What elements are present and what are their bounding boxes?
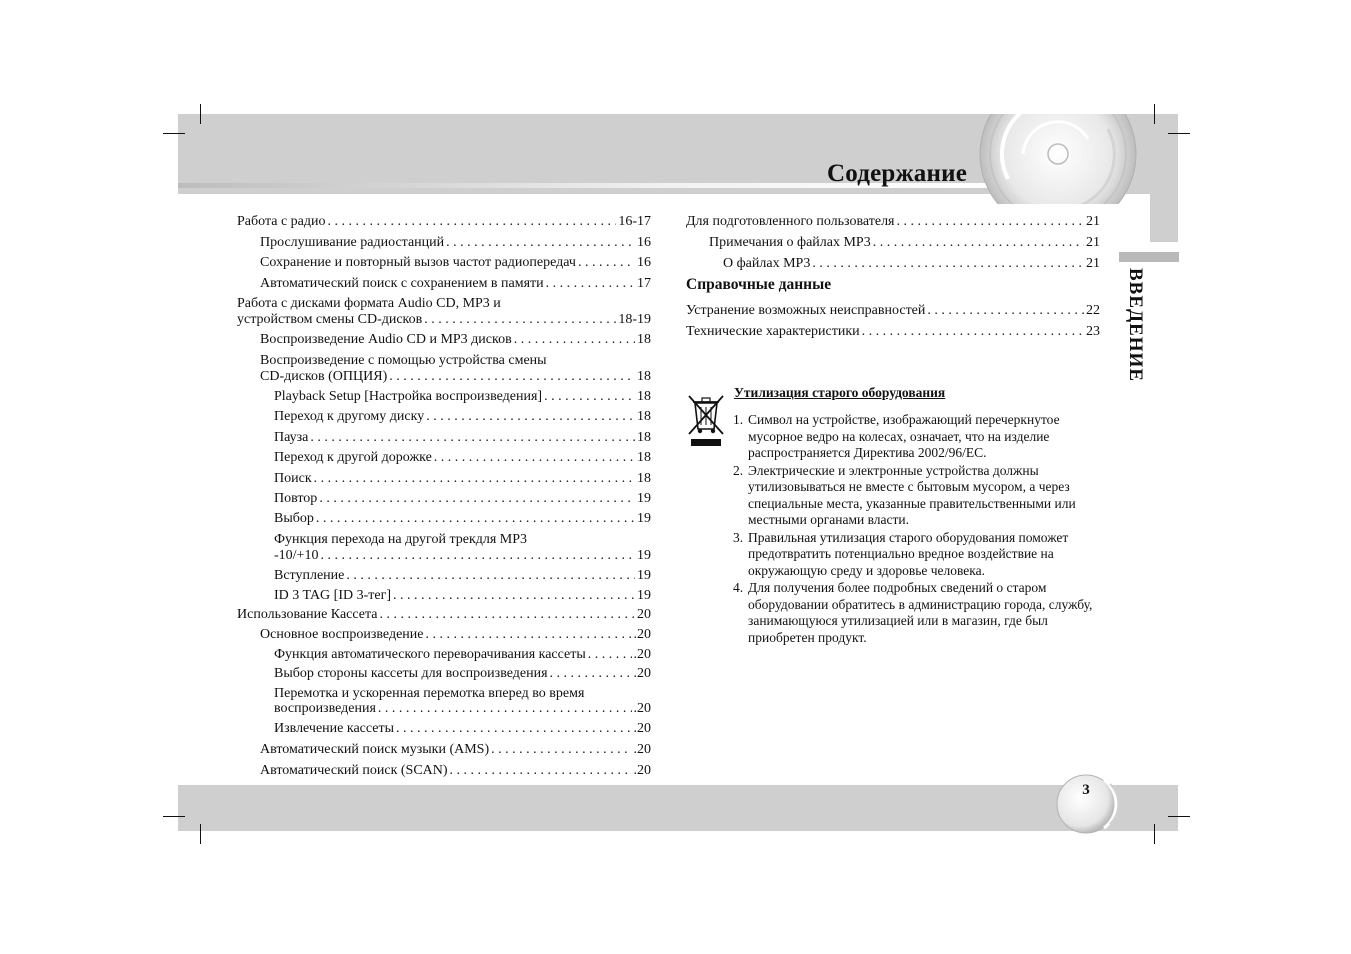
toc-entry-page: 18 xyxy=(637,332,651,347)
list-item: 3. Правильная утилизация старого оборудования поможет предотвратить потенциально вредное воздействие на окружающую среду и здоровье человека. xyxy=(733,529,1069,578)
toc-entry-title: Автоматический поиск с сохранением в памяти xyxy=(260,276,544,291)
toc-entry-title: ID 3 TAG [ID 3-тег] xyxy=(274,588,392,603)
toc-entry-page: 19 xyxy=(637,588,651,603)
toc-entry-title: Переход к другой дорожке xyxy=(274,450,432,465)
toc-entry-page: 19 xyxy=(637,511,651,526)
toc-entry-page: 21 xyxy=(1086,214,1100,229)
toc-entry-page: 16-17 xyxy=(618,214,651,229)
toc-entry[interactable] xyxy=(274,389,651,405)
toc-entry[interactable] xyxy=(237,312,651,328)
page-number: 3 xyxy=(1082,782,1090,798)
toc-entry[interactable] xyxy=(237,214,651,230)
disc-decoration-icon xyxy=(978,84,1138,204)
toc-entry[interactable] xyxy=(274,701,651,717)
toc-entry-title-line: Воспроизведение с помощью устройства смены xyxy=(260,353,547,368)
toc-entry-title: Автоматический поиск (SCAN) xyxy=(260,763,448,778)
toc-entry-title: Повтор xyxy=(274,491,318,506)
toc-entry-title: Вступление xyxy=(274,568,345,583)
toc-entry-title: О файлах MP3 xyxy=(723,256,811,271)
toc-entry-title: устройством смены CD-дисков xyxy=(237,312,423,327)
crop-mark xyxy=(1154,824,1155,844)
toc-entry-page: 21 xyxy=(1086,235,1100,250)
toc-entry-page: 17 xyxy=(637,276,651,291)
toc-entry-page: 19 xyxy=(637,491,651,506)
toc-entry-title: Извлечение кассеты xyxy=(274,721,395,736)
disposal-heading: Утилизация старого оборудования xyxy=(734,385,946,400)
toc-entry[interactable] xyxy=(260,627,651,643)
page-title: Содержание xyxy=(826,160,967,187)
toc-entry-page: 21 xyxy=(1086,256,1100,271)
list-item: 1. Символ на устройстве, изображающий перечеркнутое мусорное ведро на колесах, означает, что на изделие распространяется Директива 2002/96/EC. xyxy=(733,412,1060,460)
section-label: ВВЕДЕНИЕ xyxy=(1125,268,1146,382)
toc-entry-title-line: Функция перехода на другой трекдля MP3 xyxy=(274,532,528,547)
toc-entry-page: .20 xyxy=(633,701,651,716)
toc-entry-page: 23 xyxy=(1086,324,1100,339)
toc-entry[interactable] xyxy=(723,256,1100,272)
toc-entry-title: Примечания о файлах MP3 xyxy=(709,235,871,250)
toc-entry[interactable] xyxy=(709,235,1100,251)
toc-entry-title: Поиск xyxy=(274,471,312,486)
toc-entry-title: Выбор стороны кассеты для воспроизведения xyxy=(274,666,548,681)
reference-heading: Справочные данные xyxy=(686,276,832,293)
toc-entry[interactable] xyxy=(260,276,651,292)
crop-mark xyxy=(200,104,201,124)
toc-entry[interactable] xyxy=(260,332,651,348)
crop-mark xyxy=(200,824,201,844)
footer-band xyxy=(178,785,1178,831)
toc-entry-title: Устранение возможных неисправностей xyxy=(686,303,926,318)
toc-entry[interactable] xyxy=(686,303,1100,319)
toc-entry[interactable] xyxy=(260,369,651,385)
toc-entry[interactable] xyxy=(274,568,651,584)
side-band xyxy=(1150,194,1178,242)
disposal-list xyxy=(733,412,1113,647)
toc-entry[interactable] xyxy=(274,430,651,446)
crop-mark xyxy=(1154,104,1155,124)
toc-entry-page: 18 xyxy=(637,409,651,424)
toc-entry-title: -10/+10 xyxy=(274,548,319,563)
toc-entry-page: 18-19 xyxy=(618,312,651,327)
toc-entry-page: 22 xyxy=(1086,303,1100,318)
toc-entry-title: Использование Кассета xyxy=(237,607,378,622)
list-item: 2. Электрические и электронные устройства должны утилизовываться не вместе с бытовым мусором, а через специальные места, указанные правительственными или местными органами власти. xyxy=(733,462,1076,527)
toc-entry-page: 18 xyxy=(637,389,651,404)
toc-entry[interactable] xyxy=(274,548,651,564)
crop-mark xyxy=(1168,133,1190,134)
toc-entry-title: Основное воспроизведение xyxy=(260,627,424,642)
toc-entry-title: Функция автоматического переворачивания кассеты xyxy=(274,647,586,662)
toc-entry-page: .20 xyxy=(633,742,651,757)
toc-entry-page: 18 xyxy=(637,450,651,465)
crop-mark xyxy=(1168,816,1190,817)
toc-entry-title: Переход к другому диску xyxy=(274,409,425,424)
toc-entry-page: 19 xyxy=(637,568,651,583)
toc-entry[interactable] xyxy=(237,607,651,623)
toc-entry[interactable] xyxy=(274,588,651,604)
toc-entry[interactable] xyxy=(274,511,651,527)
toc-entry-title: Для подготовленного пользователя xyxy=(686,214,895,229)
toc-entry-page: .20 xyxy=(633,721,651,736)
toc-entry[interactable] xyxy=(274,491,651,507)
toc-entry-title: CD-дисков (ОПЦИЯ) xyxy=(260,369,388,384)
toc-entry-title-line: Работа с дисками формата Audio CD, MP3 и xyxy=(237,296,501,311)
toc-entry[interactable] xyxy=(260,255,651,271)
toc-entry-title-line: Перемотка и ускоренная перемотка вперед во время xyxy=(274,686,585,701)
toc-entry[interactable] xyxy=(274,471,651,487)
toc-entry-page: .20 xyxy=(633,763,651,778)
toc-entry-title: Прослушивание радиостанций xyxy=(260,235,445,250)
toc-entry-title: Пауза xyxy=(274,430,309,445)
toc-entry-title: Выбор xyxy=(274,511,314,526)
toc-entry[interactable] xyxy=(274,647,651,663)
toc-entry-title: Автоматический поиск музыки (AMS) xyxy=(260,742,490,757)
toc-entry-title: Технические характеристики xyxy=(686,324,860,339)
toc-entry-title: Работа с радио xyxy=(237,214,326,229)
list-item: 4. Для получения более подробных сведений о старом оборудовании обратитесь в администрацию города, службу, занимающуюся утилизацией или в магазин, где был приобретен продукт. xyxy=(733,580,1093,645)
toc-entry-title: воспроизведения xyxy=(274,701,376,716)
toc-entry[interactable] xyxy=(686,214,1100,230)
section-tab xyxy=(1119,252,1179,262)
toc-entry-page: 18 xyxy=(637,430,651,445)
toc-entry[interactable] xyxy=(260,763,651,779)
toc-entry-page: .20 xyxy=(633,666,651,681)
toc-entry-title: Сохранение и повторный вызов частот радиопередач xyxy=(260,255,576,270)
toc-entry-page: 20 xyxy=(637,607,651,622)
toc-entry-page: 18 xyxy=(637,369,651,384)
toc-entry[interactable] xyxy=(260,742,651,758)
crop-mark xyxy=(163,816,185,817)
toc-entry-page: .20 xyxy=(633,647,651,662)
crossed-out-wheelie-bin-icon xyxy=(686,393,726,449)
toc-entry-page: 16 xyxy=(637,235,651,250)
toc-entry[interactable] xyxy=(274,666,651,682)
toc-entry-page: 19 xyxy=(637,548,651,563)
toc-entry-page: 18 xyxy=(637,471,651,486)
toc-entry-page: 16 xyxy=(637,255,651,270)
toc-entry[interactable] xyxy=(274,721,651,737)
toc-entry-page: .20 xyxy=(633,627,651,642)
toc-entry[interactable] xyxy=(260,235,651,251)
toc-entry[interactable] xyxy=(274,450,651,466)
toc-entry-title: Playback Setup [Настройка воспроизведения] xyxy=(274,389,543,404)
toc-entry[interactable] xyxy=(686,324,1100,340)
toc-entry[interactable] xyxy=(274,409,651,425)
crop-mark xyxy=(163,133,185,134)
toc-entry-title: Воспроизведение Audio CD и MP3 дисков xyxy=(260,332,512,347)
